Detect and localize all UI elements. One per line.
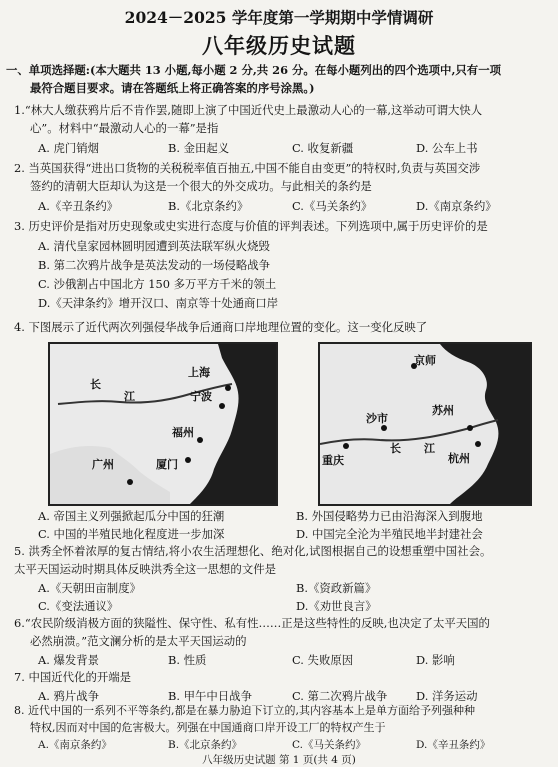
exam-subject-title: 八年级历史试题 — [202, 33, 356, 58]
map-first-ports — [48, 342, 278, 506]
q3-option-c[interactable]: C. 沙俄割占中国北方 150 多万平方千米的领土 — [38, 277, 277, 291]
map1-label-ningbo: 宁波 — [190, 390, 212, 403]
map-second-ports-graphic — [320, 344, 530, 504]
map-second-ports — [318, 342, 532, 506]
q3-option-a[interactable]: A. 清代皇家园林圆明园遭到英法联军纵火烧毁 — [38, 239, 270, 253]
q8-option-c[interactable]: C.《马关条约》 — [292, 739, 366, 751]
q4-option-b[interactable]: B. 外国侵略势力已由沿海深入到腹地 — [296, 509, 483, 523]
q8-option-d[interactable]: D.《辛丑条约》 — [416, 739, 491, 751]
q4-stem: 4. 下图展示了近代两次列强侵华战争后通商口岸地理位置的变化。这一变化反映了 — [14, 320, 428, 334]
map2-label-jingshi: 京师 — [414, 354, 436, 367]
map-first-ports-graphic — [50, 344, 276, 504]
q3-option-b[interactable]: B. 第二次鸦片战争是英法发动的一场侵略战争 — [38, 258, 271, 272]
map1-label-chang: 长 — [90, 378, 101, 391]
map1-label-jiang: 江 — [124, 390, 135, 403]
q5-option-b[interactable]: B.《资政新篇》 — [296, 581, 377, 595]
q6-stem: 6.“农民阶级消极方面的狭隘性、保守性、私有性……正是这些特性的反映,也决定了太平天国的 — [14, 616, 490, 630]
q7-option-c[interactable]: C. 第二次鸦片战争 — [292, 689, 388, 703]
q2-option-b[interactable]: B.《北京条约》 — [168, 199, 249, 213]
q8-option-a[interactable]: A.《南京条约》 — [38, 739, 112, 751]
q2-option-d[interactable]: D.《南京条约》 — [416, 199, 497, 213]
q7-option-d[interactable]: D. 洋务运动 — [416, 689, 478, 703]
map2-label-jiang: 江 — [424, 442, 435, 455]
q1-option-c[interactable]: C. 收复新疆 — [292, 141, 354, 155]
map2-label-chang: 长 — [390, 442, 401, 455]
q5-option-c[interactable]: C.《变法通议》 — [38, 599, 119, 613]
map2-label-hangzhou: 杭州 — [448, 452, 470, 465]
q3-stem: 3. 历史评价是指对历史现象或史实进行态度与价值的评判表述。下列选项中,属于历史评价的是 — [14, 219, 488, 233]
section-heading-cont: 最符合题目要求。请在答题纸上将正确答案的序号涂黑。) — [30, 81, 315, 95]
q6-stem-cont: 必然崩溃。”范文澜分析的是太平天国运动的 — [30, 634, 247, 648]
q1-option-a[interactable]: A. 虎门销烟 — [38, 141, 100, 155]
map2-label-chongqing: 重庆 — [322, 454, 344, 467]
map1-label-fuzhou: 福州 — [172, 426, 194, 439]
q6-option-c[interactable]: C. 失败原因 — [292, 653, 354, 667]
q5-stem-cont: 太平天国运动时期具体反映洪秀全这一思想的文件是 — [14, 562, 276, 576]
q3-option-d[interactable]: D.《天津条约》增开汉口、南京等十处通商口岸 — [38, 296, 279, 310]
q1-option-d[interactable]: D. 公车上书 — [416, 141, 478, 155]
exam-year-title: 2024－2025 学年度第一学期期中学情调研 — [124, 8, 434, 27]
q1-stem-cont: 心”。材料中“最激动人心的一幕”是指 — [30, 121, 219, 135]
map1-label-shanghai: 上海 — [188, 366, 210, 379]
map2-label-suzhou: 苏州 — [432, 404, 454, 417]
q4-option-c[interactable]: C. 中国的半殖民地化程度进一步加深 — [38, 527, 225, 541]
q2-stem-cont: 签约的清朝大臣却认为这是一个很大的外交成功。与此相关的条约是 — [30, 179, 372, 193]
q5-option-d[interactable]: D.《劝世良言》 — [296, 599, 377, 613]
q2-stem: 2. 当英国获得“进出口货物的关税税率值百抽五,中国不能自由变更”的特权时,负责与英国交涉 — [14, 161, 481, 175]
page-footer: 八年级历史试题 第 1 页(共 4 页) — [202, 754, 356, 766]
section-heading: 一、单项选择题:(本大题共 13 小题,每小题 2 分,共 26 分。在每小题列出的四个选项中,只有一项 — [6, 63, 501, 77]
q4-option-a[interactable]: A. 帝国主义列强掀起瓜分中国的狂潮 — [38, 509, 225, 523]
q2-option-c[interactable]: C.《马关条约》 — [292, 199, 373, 213]
q7-stem: 7. 中国近代化的开端是 — [14, 670, 132, 684]
q4-option-d[interactable]: D. 中国完全沦为半殖民地半封建社会 — [296, 527, 483, 541]
q8-stem-cont: 特权,因而对中国的危害极大。列强在中国通商口岸开设工厂的特权产生于 — [30, 721, 386, 734]
q6-option-d[interactable]: D. 影响 — [416, 653, 455, 667]
map2-label-shashi: 沙市 — [366, 412, 388, 425]
q6-option-b[interactable]: B. 性质 — [168, 653, 207, 667]
q5-option-a[interactable]: A.《天朝田亩制度》 — [38, 581, 141, 595]
q2-option-a[interactable]: A.《辛丑条约》 — [38, 199, 119, 213]
q8-stem: 8. 近代中国的一系列不平等条约,都是在暴力胁迫下订立的,其内容基本上是单方面给予列强种种 — [14, 704, 475, 717]
map1-label-guangzhou: 广州 — [92, 458, 114, 471]
q7-option-b[interactable]: B. 甲午中日战争 — [168, 689, 252, 703]
q8-option-b[interactable]: B.《北京条约》 — [168, 739, 243, 751]
q1-stem: 1.“林大人缴获鸦片后不肯作罢,随即上演了中国近代史上最激动人心的一幕,这举动可谓大快人 — [14, 103, 483, 117]
q6-option-a[interactable]: A. 爆发背景 — [38, 653, 100, 667]
q5-stem: 5. 洪秀全怀着浓厚的复古情结,将小农生活理想化、绝对化,试图根据自己的设想重塑中国社会。 — [14, 544, 492, 558]
map1-label-xiamen: 厦门 — [156, 458, 178, 471]
q7-option-a[interactable]: A. 鸦片战争 — [38, 689, 100, 703]
q1-option-b[interactable]: B. 金田起义 — [168, 141, 230, 155]
